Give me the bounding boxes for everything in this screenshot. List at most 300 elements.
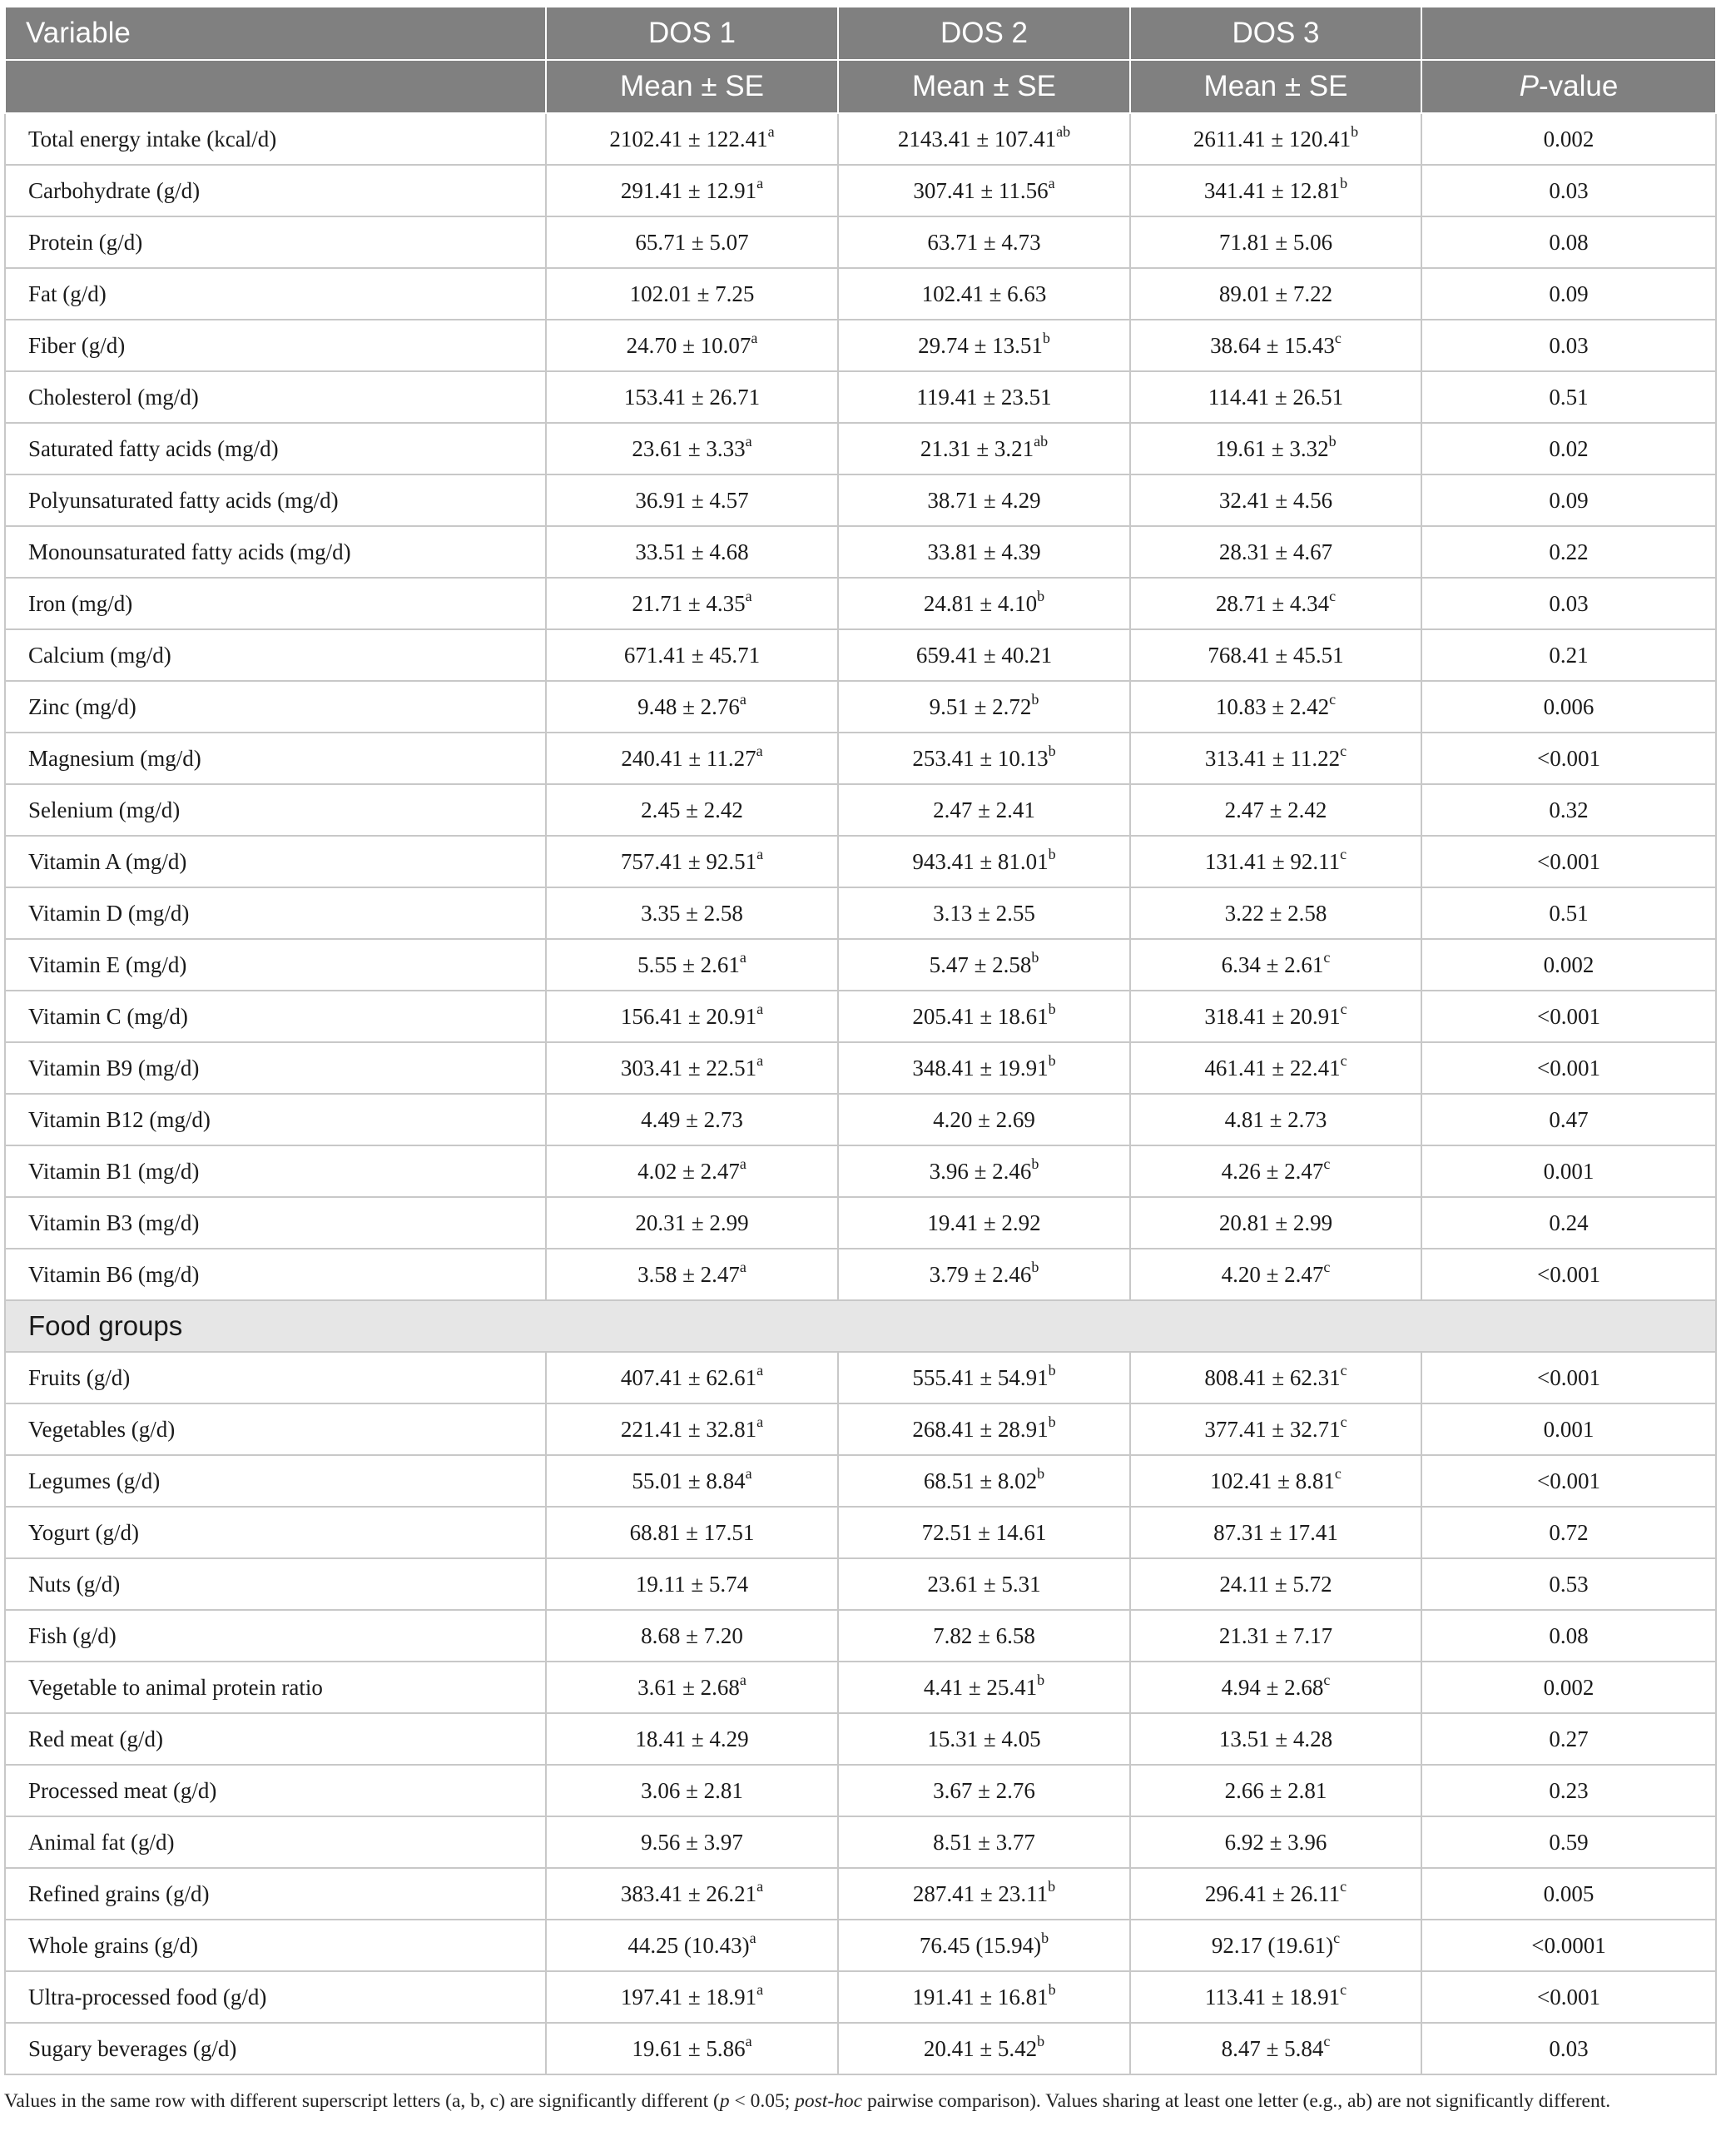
dos1-value: 3.61 ± 2.68: [637, 1674, 740, 1700]
dos3-cell: [1130, 939, 1421, 991]
dos3-cell: [1130, 1455, 1421, 1507]
dos3-cell: [1130, 887, 1421, 939]
p-value-cell: 0.002: [1421, 1662, 1716, 1713]
dos3-superscript: c: [1323, 948, 1331, 966]
dos1-value: 2102.41 ± 122.41: [609, 126, 768, 152]
table-row: [5, 784, 1716, 836]
table-row: [5, 1662, 1716, 1713]
section-row-food-groups: [5, 1300, 1716, 1352]
dos3-value: 3.22 ± 2.58: [1224, 900, 1327, 926]
dos2-value: 205.41 ± 18.61: [912, 1003, 1049, 1029]
dos2-cell: [838, 784, 1130, 836]
dos1-cell: [546, 681, 838, 733]
row-label: Protein (g/d): [5, 216, 546, 268]
row-label: Fruits (g/d): [5, 1352, 546, 1403]
dos2-value: 348.41 ± 19.91: [912, 1055, 1049, 1080]
dos1-cell: [546, 1197, 838, 1249]
table-row: [5, 1352, 1716, 1403]
dos3-superscript: c: [1323, 1155, 1331, 1172]
dos3-cell: [1130, 423, 1421, 474]
dos3-cell: [1130, 1816, 1421, 1868]
dos2-superscript: b: [1042, 329, 1050, 346]
dos2-superscript: b: [1048, 1413, 1056, 1430]
dos1-superscript: a: [756, 742, 763, 759]
dos2-value: 23.61 ± 5.31: [927, 1571, 1041, 1597]
p-value-cell: 0.51: [1421, 887, 1716, 939]
dos1-value: 3.35 ± 2.58: [641, 900, 743, 926]
dos2-value: 2.47 ± 2.41: [933, 797, 1035, 822]
dos3-cell: [1130, 1352, 1421, 1403]
dos1-value: 671.41 ± 45.71: [623, 642, 761, 668]
dos1-value: 65.71 ± 5.07: [635, 229, 749, 255]
dos2-value: 29.74 ± 13.51: [918, 332, 1043, 358]
dos1-cell: [546, 1713, 838, 1765]
dos1-cell: [546, 784, 838, 836]
dos1-cell: [546, 578, 838, 629]
dos1-cell: [546, 320, 838, 371]
p-value-cell: 0.72: [1421, 1507, 1716, 1558]
row-label: Calcium (mg/d): [5, 629, 546, 681]
header-p-value: [1421, 60, 1716, 113]
table-row: [5, 991, 1716, 1042]
header-stat-dos2: Mean ± SE: [838, 60, 1130, 113]
dos2-superscript: b: [1031, 1258, 1039, 1275]
row-label: Vitamin B1 (mg/d): [5, 1145, 546, 1197]
table-row: [5, 1713, 1716, 1765]
dos3-superscript: b: [1340, 174, 1348, 191]
table-row: [5, 1455, 1716, 1507]
p-value-cell: 0.32: [1421, 784, 1716, 836]
dos3-value: 20.81 ± 2.99: [1218, 1210, 1333, 1235]
row-label: Vitamin B12 (mg/d): [5, 1094, 546, 1145]
dos1-value: 4.02 ± 2.47: [637, 1158, 740, 1184]
dos1-superscript: a: [756, 1413, 764, 1430]
row-label: Fiber (g/d): [5, 320, 546, 371]
table-row: [5, 1558, 1716, 1610]
dos1-superscript: a: [756, 1051, 764, 1069]
dos3-value: 19.61 ± 3.32: [1215, 435, 1329, 461]
dos1-value: 4.49 ± 2.73: [641, 1106, 743, 1132]
dos3-cell: [1130, 1042, 1421, 1094]
dos3-value: 2.66 ± 2.81: [1224, 1777, 1327, 1803]
dos1-value: 407.41 ± 62.61: [620, 1364, 757, 1390]
dos3-value: 6.34 ± 2.61: [1221, 951, 1324, 977]
dos2-value: 19.41 ± 2.92: [927, 1210, 1041, 1235]
dos2-cell: [838, 1507, 1130, 1558]
dos2-value: 268.41 ± 28.91: [912, 1416, 1049, 1442]
p-value-cell: 0.27: [1421, 1713, 1716, 1765]
dos3-cell: [1130, 1145, 1421, 1197]
dos3-value: 4.81 ± 2.73: [1224, 1106, 1327, 1132]
row-label: Whole grains (g/d): [5, 1920, 546, 1971]
dos2-cell: [838, 836, 1130, 887]
footnote-part1: Values in the same row with different superscript letters (a, b, c) are significantly different (: [4, 2090, 720, 2112]
dos1-cell: [546, 1816, 838, 1868]
table-row: [5, 371, 1716, 423]
dos3-superscript: c: [1334, 329, 1342, 346]
dos1-value: 3.58 ± 2.47: [637, 1261, 740, 1287]
dos3-value: 318.41 ± 20.91: [1204, 1003, 1341, 1029]
dos1-value: 19.11 ± 5.74: [635, 1571, 749, 1597]
dos2-value: 3.67 ± 2.76: [933, 1777, 1035, 1803]
dos3-superscript: c: [1323, 1671, 1331, 1688]
dos2-cell: [838, 474, 1130, 526]
dos3-cell: [1130, 1971, 1421, 2023]
dos3-superscript: c: [1340, 845, 1347, 862]
dos3-value: 13.51 ± 4.28: [1218, 1726, 1333, 1751]
dos2-value: 287.41 ± 23.11: [912, 1880, 1049, 1906]
header-row-stats: [5, 60, 1716, 113]
p-value-cell: 0.002: [1421, 113, 1716, 165]
dos3-value: 8.47 ± 5.84: [1221, 2035, 1324, 2061]
dos1-value: 221.41 ± 32.81: [620, 1416, 757, 1442]
dos3-cell: [1130, 784, 1421, 836]
row-label: Legumes (g/d): [5, 1455, 546, 1507]
dos2-value: 2143.41 ± 107.41: [897, 126, 1057, 152]
dos2-cell: [838, 1455, 1130, 1507]
dos1-superscript: a: [745, 1464, 752, 1482]
table-row: [5, 423, 1716, 474]
table-row: [5, 1765, 1716, 1816]
dos3-value: 296.41 ± 26.11: [1204, 1880, 1341, 1906]
dos2-superscript: ab: [1056, 122, 1071, 140]
dos3-value: 10.83 ± 2.42: [1215, 693, 1330, 719]
dos3-value: 377.41 ± 32.71: [1204, 1416, 1341, 1442]
dos1-superscript: a: [739, 1258, 746, 1275]
table-row: [5, 165, 1716, 216]
dos3-cell: [1130, 1197, 1421, 1249]
dos2-value: 38.71 ± 4.29: [927, 487, 1041, 513]
dos3-superscript: b: [1351, 122, 1359, 140]
dos3-value: 768.41 ± 45.51: [1208, 642, 1344, 668]
table-row: [5, 836, 1716, 887]
dos1-cell: [546, 268, 838, 320]
table-row: [5, 1868, 1716, 1920]
dos3-value: 2.47 ± 2.42: [1224, 797, 1327, 822]
dos1-cell: [546, 991, 838, 1042]
row-label: Saturated fatty acids (mg/d): [5, 423, 546, 474]
table-row: [5, 2023, 1716, 2074]
dos2-cell: [838, 1197, 1130, 1249]
p-value-cell: <0.001: [1421, 1249, 1716, 1300]
dos3-cell: [1130, 578, 1421, 629]
dos1-value: 20.31 ± 2.99: [635, 1210, 749, 1235]
p-italic: P: [1519, 70, 1540, 102]
row-label: Vitamin D (mg/d): [5, 887, 546, 939]
dos2-cell: [838, 1765, 1130, 1816]
dos1-cell: [546, 113, 838, 165]
dos1-cell: [546, 1507, 838, 1558]
p-value-cell: <0.001: [1421, 1455, 1716, 1507]
table-row: [5, 1816, 1716, 1868]
p-value-cell: <0.001: [1421, 733, 1716, 784]
dos1-cell: [546, 887, 838, 939]
dos1-cell: [546, 1094, 838, 1145]
p-value-cell: 0.08: [1421, 216, 1716, 268]
dos2-cell: [838, 1145, 1130, 1197]
footnote-p-symbol: p: [719, 2090, 730, 2112]
row-label: Fat (g/d): [5, 268, 546, 320]
dos3-superscript: c: [1340, 1000, 1347, 1017]
header-dos1: DOS 1: [546, 7, 838, 60]
dos2-cell: [838, 1662, 1130, 1713]
dos3-cell: [1130, 1403, 1421, 1455]
dos3-value: 461.41 ± 22.41: [1204, 1055, 1341, 1080]
dos3-cell: [1130, 681, 1421, 733]
dos3-cell: [1130, 320, 1421, 371]
dos2-superscript: b: [1048, 1000, 1056, 1017]
dos3-cell: [1130, 629, 1421, 681]
dos2-cell: [838, 113, 1130, 165]
dos2-cell: [838, 371, 1130, 423]
dos2-cell: [838, 991, 1130, 1042]
p-value-cell: <0.001: [1421, 991, 1716, 1042]
dos1-value: 383.41 ± 26.21: [620, 1880, 757, 1906]
row-label: Animal fat (g/d): [5, 1816, 546, 1868]
dos2-cell: [838, 1249, 1130, 1300]
dos2-cell: [838, 733, 1130, 784]
dos2-superscript: b: [1031, 690, 1039, 708]
table-row: [5, 1249, 1716, 1300]
dos2-cell: [838, 1352, 1130, 1403]
row-label: Vegetable to animal protein ratio: [5, 1662, 546, 1713]
dos1-value: 2.45 ± 2.42: [641, 797, 743, 822]
dos1-cell: [546, 2023, 838, 2074]
table-row: [5, 681, 1716, 733]
dos3-value: 24.11 ± 5.72: [1219, 1571, 1332, 1597]
row-label: Zinc (mg/d): [5, 681, 546, 733]
header-dos3: DOS 3: [1130, 7, 1421, 60]
section-label: Food groups: [5, 1300, 1716, 1352]
dos2-cell: [838, 320, 1130, 371]
dos1-superscript: a: [756, 845, 764, 862]
dos1-cell: [546, 216, 838, 268]
dos1-value: 19.61 ± 5.86: [632, 2035, 746, 2061]
dos2-cell: [838, 887, 1130, 939]
dos3-cell: [1130, 474, 1421, 526]
p-value-cell: 0.21: [1421, 629, 1716, 681]
dos3-cell: [1130, 268, 1421, 320]
row-label: Carbohydrate (g/d): [5, 165, 546, 216]
dos3-superscript: c: [1340, 1877, 1347, 1895]
dos3-value: 89.01 ± 7.22: [1218, 281, 1333, 306]
row-label: Yogurt (g/d): [5, 1507, 546, 1558]
dos1-value: 36.91 ± 4.57: [635, 487, 749, 513]
p-value-cell: <0.0001: [1421, 1920, 1716, 1971]
dos2-cell: [838, 629, 1130, 681]
table-row: [5, 268, 1716, 320]
dos2-superscript: b: [1048, 845, 1056, 862]
table-row: [5, 1094, 1716, 1145]
dos1-cell: [546, 1145, 838, 1197]
p-value-cell: 0.23: [1421, 1765, 1716, 1816]
footnote-part3: pairwise comparison). Values sharing at least one letter (e.g., ab) are not significantly different.: [862, 2090, 1611, 2112]
p-value-cell: 0.08: [1421, 1610, 1716, 1662]
dos1-superscript: a: [756, 1000, 764, 1017]
row-label: Sugary beverages (g/d): [5, 2023, 546, 2074]
dos2-cell: [838, 578, 1130, 629]
dos2-value: 3.79 ± 2.46: [929, 1261, 1032, 1287]
p-value-cell: 0.51: [1421, 371, 1716, 423]
header-stat-dos1: Mean ± SE: [546, 60, 838, 113]
p-value-cell: 0.09: [1421, 474, 1716, 526]
dos3-value: 2611.41 ± 120.41: [1193, 126, 1352, 152]
dos3-cell: [1130, 1868, 1421, 1920]
dos3-value: 32.41 ± 4.56: [1218, 487, 1333, 513]
dos1-cell: [546, 526, 838, 578]
dos2-value: 15.31 ± 4.05: [927, 1726, 1041, 1751]
header-empty-variable: [5, 60, 546, 113]
dos1-value: 9.48 ± 2.76: [637, 693, 740, 719]
dos2-superscript: b: [1037, 2032, 1045, 2049]
p-value-cell: 0.03: [1421, 2023, 1716, 2074]
dos3-cell: [1130, 991, 1421, 1042]
dos2-value: 8.51 ± 3.77: [933, 1829, 1035, 1855]
dos1-cell: [546, 1610, 838, 1662]
dos1-value: 9.56 ± 3.97: [641, 1829, 743, 1855]
table-row: [5, 629, 1716, 681]
p-value-cell: <0.001: [1421, 836, 1716, 887]
dos2-value: 659.41 ± 40.21: [915, 642, 1053, 668]
dos2-cell: [838, 1558, 1130, 1610]
dos3-value: 38.64 ± 15.43: [1210, 332, 1335, 358]
p-value-cell: 0.22: [1421, 526, 1716, 578]
table-row: [5, 887, 1716, 939]
dos2-cell: [838, 1042, 1130, 1094]
table-row: [5, 733, 1716, 784]
row-label: Fish (g/d): [5, 1610, 546, 1662]
dos3-value: 28.71 ± 4.34: [1215, 590, 1330, 616]
table-row: [5, 1042, 1716, 1094]
table-container: [4, 6, 1715, 2075]
dos3-cell: [1130, 836, 1421, 887]
row-label: Total energy intake (kcal/d): [5, 113, 546, 165]
dos3-superscript: c: [1329, 690, 1337, 708]
dos2-value: 33.81 ± 4.39: [927, 539, 1041, 564]
p-value-cell: 0.03: [1421, 578, 1716, 629]
dos3-superscript: c: [1340, 742, 1347, 759]
dos1-cell: [546, 1042, 838, 1094]
dos2-cell: [838, 1713, 1130, 1765]
header-stat-dos3: Mean ± SE: [1130, 60, 1421, 113]
dos1-value: 18.41 ± 4.29: [635, 1726, 749, 1751]
dos1-superscript: a: [751, 329, 758, 346]
header-variable: Variable: [5, 7, 546, 60]
dos3-value: 87.31 ± 17.41: [1213, 1519, 1338, 1545]
table-row: [5, 320, 1716, 371]
p-value-cell: 0.002: [1421, 939, 1716, 991]
dos1-cell: [546, 1920, 838, 1971]
dos2-superscript: b: [1031, 1155, 1039, 1172]
row-label: Vitamin B6 (mg/d): [5, 1249, 546, 1300]
p-value-cell: 0.09: [1421, 268, 1716, 320]
dos1-superscript: a: [739, 948, 746, 966]
row-label: Processed meat (g/d): [5, 1765, 546, 1816]
dos3-value: 113.41 ± 18.91: [1204, 1984, 1341, 2009]
dos1-superscript: a: [749, 1929, 756, 1946]
dos3-cell: [1130, 1507, 1421, 1558]
dos3-cell: [1130, 1094, 1421, 1145]
dos1-cell: [546, 629, 838, 681]
dos1-cell: [546, 939, 838, 991]
dos3-value: 341.41 ± 12.81: [1203, 177, 1341, 203]
dos1-value: 291.41 ± 12.91: [620, 177, 757, 203]
dos2-value: 3.96 ± 2.46: [929, 1158, 1032, 1184]
dos2-cell: [838, 165, 1130, 216]
dos3-value: 4.20 ± 2.47: [1221, 1261, 1324, 1287]
dos3-superscript: c: [1334, 1464, 1342, 1482]
table-body: [5, 113, 1716, 2074]
p-value-cell: 0.03: [1421, 320, 1716, 371]
table-row: [5, 113, 1716, 165]
dos1-superscript: a: [745, 587, 752, 604]
dos1-superscript: a: [756, 1361, 764, 1379]
dos3-superscript: c: [1323, 2032, 1331, 2049]
dos2-superscript: a: [1048, 174, 1055, 191]
dos1-value: 757.41 ± 92.51: [620, 848, 757, 874]
dos2-superscript: ab: [1034, 432, 1049, 450]
dos1-value: 24.70 ± 10.07: [626, 332, 751, 358]
dos2-value: 5.47 ± 2.58: [929, 951, 1032, 977]
table-row: [5, 578, 1716, 629]
table-row: [5, 526, 1716, 578]
dos1-value: 33.51 ± 4.68: [635, 539, 749, 564]
p-value-cell: 0.001: [1421, 1145, 1716, 1197]
dos3-cell: [1130, 1713, 1421, 1765]
table-row: [5, 1197, 1716, 1249]
table-row: [5, 1403, 1716, 1455]
row-label: Vitamin E (mg/d): [5, 939, 546, 991]
p-value-cell: 0.59: [1421, 1816, 1716, 1868]
dos1-value: 197.41 ± 18.91: [620, 1984, 757, 2009]
dos3-value: 28.31 ± 4.67: [1218, 539, 1333, 564]
dos1-value: 5.55 ± 2.61: [637, 951, 740, 977]
dos1-cell: [546, 371, 838, 423]
dos3-cell: [1130, 1610, 1421, 1662]
dos2-superscript: b: [1031, 948, 1039, 966]
dos3-superscript: c: [1340, 1980, 1347, 1998]
dos1-superscript: a: [767, 122, 775, 140]
dos2-value: 119.41 ± 23.51: [916, 384, 1052, 410]
p-value-cell: 0.24: [1421, 1197, 1716, 1249]
dos2-cell: [838, 1816, 1130, 1868]
dos1-superscript: a: [756, 1877, 764, 1895]
dos2-value: 191.41 ± 16.81: [912, 1984, 1049, 2009]
dos2-superscript: b: [1048, 1980, 1056, 1998]
p-value-cell: 0.001: [1421, 1403, 1716, 1455]
dos2-superscript: b: [1041, 1929, 1049, 1946]
dos3-value: 71.81 ± 5.06: [1218, 229, 1333, 255]
dos1-superscript: a: [745, 432, 752, 450]
dos2-cell: [838, 1094, 1130, 1145]
row-label: Refined grains (g/d): [5, 1868, 546, 1920]
dos1-cell: [546, 1558, 838, 1610]
dos1-cell: [546, 733, 838, 784]
row-label: Cholesterol (mg/d): [5, 371, 546, 423]
p-value-cell: <0.001: [1421, 1042, 1716, 1094]
footnote-posthoc: post-hoc: [795, 2090, 863, 2112]
dos2-value: 63.71 ± 4.73: [927, 229, 1041, 255]
dos1-value: 156.41 ± 20.91: [620, 1003, 757, 1029]
dos2-value: 943.41 ± 81.01: [912, 848, 1049, 874]
dos1-cell: [546, 474, 838, 526]
dos2-superscript: b: [1048, 1051, 1056, 1069]
dos1-cell: [546, 1765, 838, 1816]
dos1-superscript: a: [745, 2032, 752, 2049]
dos2-value: 3.13 ± 2.55: [933, 900, 1035, 926]
dos2-value: 24.81 ± 4.10: [923, 590, 1038, 616]
dos2-cell: [838, 1868, 1130, 1920]
